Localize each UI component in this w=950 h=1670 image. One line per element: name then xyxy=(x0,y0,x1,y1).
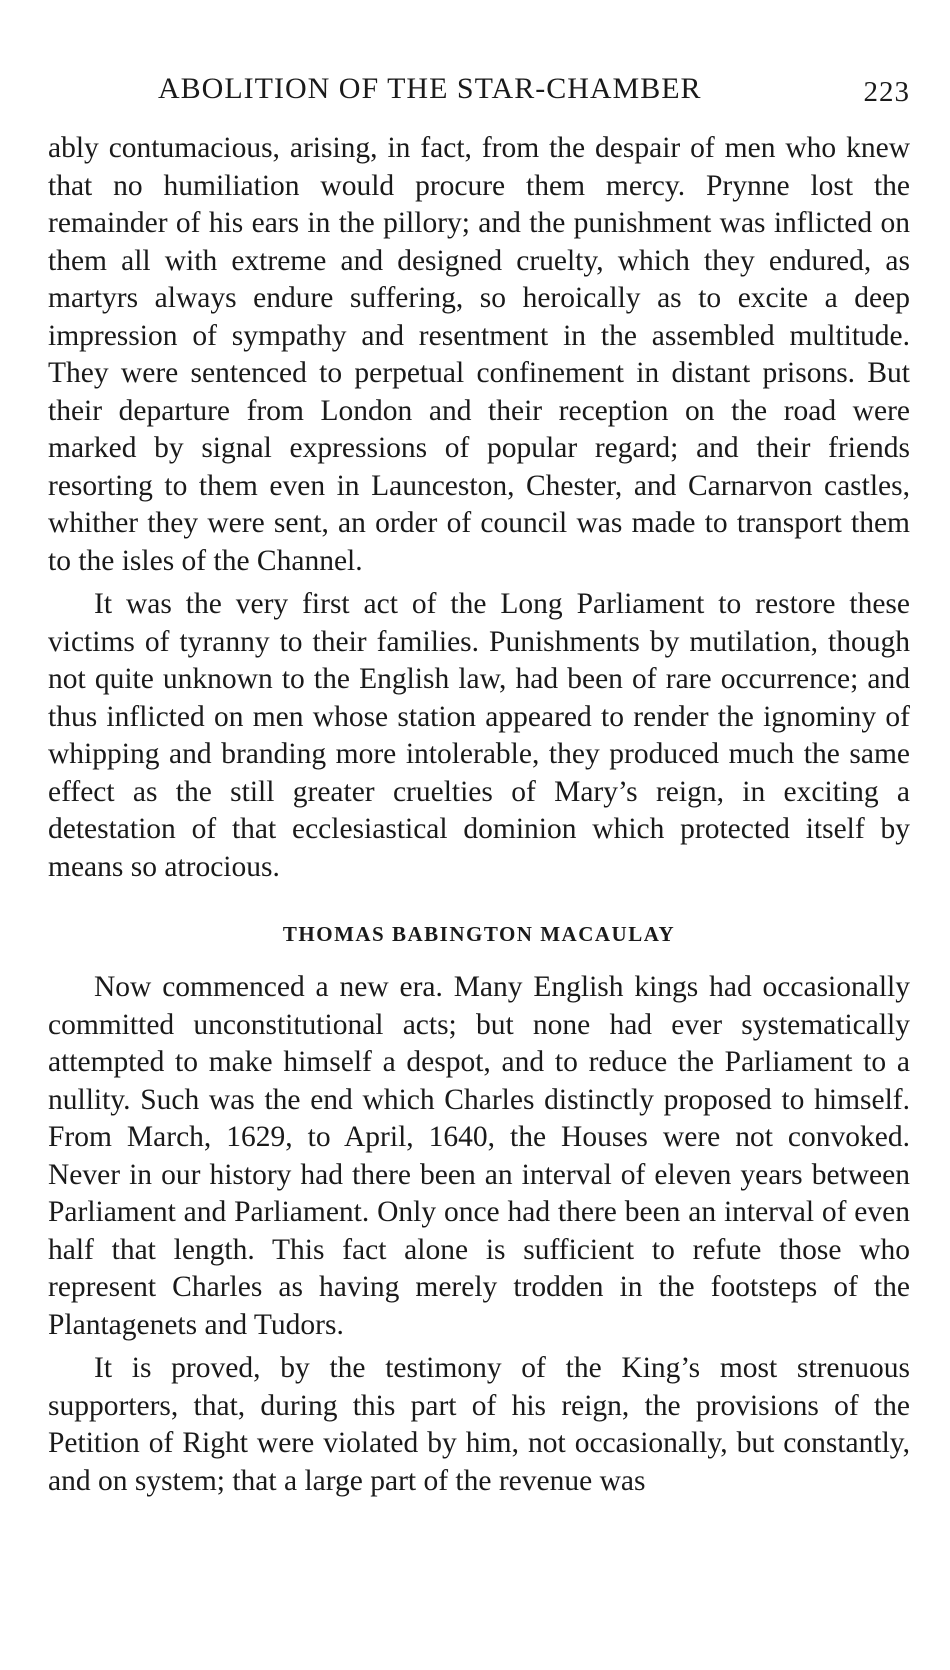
paragraph: It was the very first act of the Long Parliament to restore these victims of tyranny to their families. Punishments by mutilation, though not quite unknown to the English law, had been of rare occurrence; and thus inflicted on men whose station appeared to render the ignominy of whipping and branding more intolerable, they produced much the same effect as the still greater cruelties of Mary’s reign, in exciting a detestation of that ecclesiastical dominion which protected itself by means so atrocious. xyxy=(48,588,910,883)
paragraph: Now commenced a new era. Many English kings had occasionally committed unconstitutional acts; but none had ever systematically attempted to make himself a despot, and to reduce the Parliament to a nullity. Such was the end which Charles distinctly proposed to himself. From March, 1629, to April, 1640, the Houses were not convoked. Never in our history had there been an interval of eleven years between Parliament and Parliament. Only once had there been an interval of even half that length. This fact alone is sufficient to refute those who represent Charles as having merely trodden in the footsteps of the Plantagenets and Tudors. xyxy=(48,971,910,1341)
page-body xyxy=(48,130,910,1500)
paragraph: ably contumacious, arising, in fact, from the despair of men who knew that no humiliation would procure them mercy. Prynne lost the remainder of his ears in the pillory; and the punishment was inflicted on them all with extreme and designed cruelty, which they endured, as martyrs always endure suffering, so heroically as to excite a deep impression of sympathy and resentment in the assembled multitude. They were sentenced to perpetual confinement in distant prisons. But their departure from London and their reception on the road were marked by signal expressions of popular regard; and their friends resorting to them even in Launceston, Chester, and Carnarvon castles, whither they were sent, an order of council was made to transport them to the isles of the Channel. xyxy=(48,132,910,577)
running-title: ABOLITION OF THE STAR-CHAMBER xyxy=(158,72,702,105)
running-header xyxy=(48,72,910,116)
book-page xyxy=(48,72,910,1500)
paragraph: It is proved, by the testimony of the King’s most strenuous supporters, that, during this part of his reign, the provisions of the Petition of Right were violated by him, not occasionally, but constantly, and on system; that a large part of the revenue was xyxy=(48,1352,910,1497)
page-number: 223 xyxy=(863,76,910,108)
author-heading: THOMAS BABINGTON MACAULAY xyxy=(282,922,676,946)
